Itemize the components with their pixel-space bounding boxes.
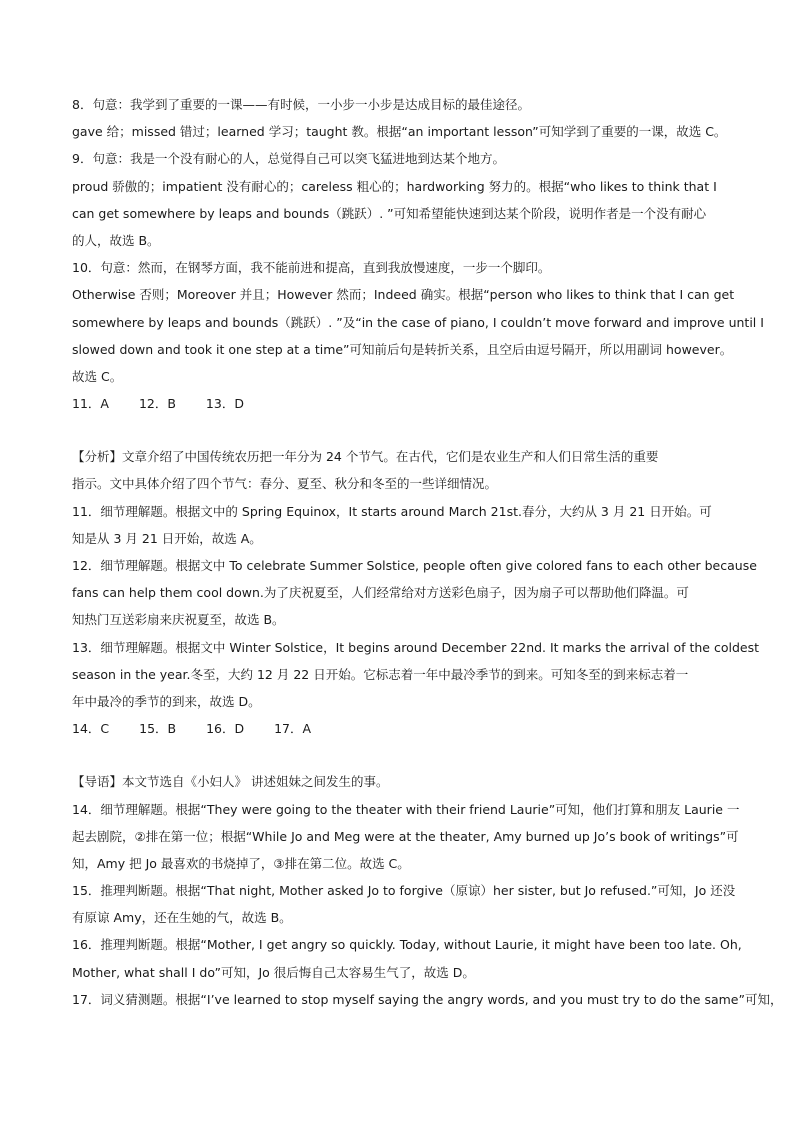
answer-item: 15．B (139, 721, 177, 737)
answer-item: 13．D (205, 396, 244, 412)
spacer (72, 417, 754, 443)
text-line: 9．句意：我是一个没有耐心的人，总觉得自己可以突飞猛进地到达某个地方。 (72, 151, 505, 167)
answer-key-11-13 (72, 390, 754, 417)
explanation-block-14-17 (72, 768, 783, 1013)
answer-key-14-17 (72, 715, 754, 742)
text-line: Otherwise 否则；Moreover 并且；However 然而；Indeed 确实。根据“person who likes to think that I can get (72, 287, 735, 303)
text-line: gave 给；missed 错过；learned 学习；taught 教。根据“an important lesson”可知学到了重要的一课，故选 C。 (72, 124, 727, 140)
text-line: proud 骄傲的；impatient 没有耐心的；careless 粗心的；hardworking 努力的。根据“who likes to think that I (72, 178, 717, 194)
text-line: 13．细节理解题。根据文中 Winter Solstice，It begins around December 22nd. It marks the arrival of the coldest (72, 639, 759, 655)
text-line: 知是从 3 月 21 日开始，故选 A。 (72, 530, 262, 546)
text-line: slowed down and took it one step at a time”可知前后句是转折关系，且空后由逗号隔开，所以用副词 however。 (72, 341, 733, 357)
text-line: Mother, what shall I do”可知，Jo 很后悔自己太容易生气了，故选 D。 (72, 964, 475, 980)
text-line: 10．句意：然而，在钢琴方面，我不能前进和提高，直到我放慢速度，一步一个脚印。 (72, 260, 551, 276)
text-line: 指示。文中具体介绍了四个节气：春分、夏至、秋分和冬至的一些详细情况。 (72, 476, 498, 492)
text-line: 14．细节理解题。根据“They were going to the theater with their friend Laurie”可知，他们打算和朋友 Laurie 一 (72, 801, 740, 817)
text-line: 知热门互送彩扇来庆祝夏至，故选 B。 (72, 612, 285, 628)
text-line: season in the year.冬至，大约 12 月 22 日开始。它标志着一年中最冷季节的到来。可知冬至的到来标志着一 (72, 666, 689, 682)
text-line: 有原谅 Amy，还在生她的气，故选 B。 (72, 910, 292, 926)
explanation-block-11-13 (72, 443, 759, 715)
answer-item: 12．B (138, 396, 176, 412)
text-line: 16．推理判断题。根据“Mother, I get angry so quickly. Today, without Laurie, it might have been too late. Oh, (72, 937, 742, 953)
text-line: 年中最冷的季节的到来，故选 D。 (72, 693, 261, 709)
text-line: fans can help them cool down.为了庆祝夏至，人们经常给对方送彩色扇子，因为扇子可以帮助他们降温。可 (72, 585, 689, 601)
text-line: 【分析】文章介绍了中国传统农历把一年分为 24 个节气。在古代，它们是农业生产和人们日常生活的重要 (72, 449, 659, 465)
text-line: 15．推理判断题。根据“That night, Mother asked Jo to forgive（原谅）her sister, but Jo refused.”可知，Jo 还没 (72, 883, 736, 899)
answer-item: 14．C (72, 721, 110, 737)
text-line: 起去剧院，②排在第一位；根据“While Jo and Meg were at the theater, Amy burned up Jo’s book of writings”可 (72, 828, 739, 844)
text-line: 17．词义猜测题。根据“I’ve learned to stop myself saying the angry words, and you must try to do the same”可知， (72, 991, 783, 1007)
text-line: somewhere by leaps and bounds（跳跃）. ”及“in the case of piano, I couldn’t move forward and improve until I (72, 314, 764, 330)
text-line: 知，Amy 把 Jo 最喜欢的书烧掉了，③排在第二位。故选 C。 (72, 855, 410, 871)
text-line: 【导语】本文节选自《小妇人》 讲述姐妹之间发生的事。 (72, 774, 389, 790)
explanation-block-8-10 (72, 91, 764, 390)
text-line: 11．细节理解题。根据文中的 Spring Equinox，It starts around March 21st.春分，大约从 3 月 21 日开始。可 (72, 503, 712, 519)
answer-item: 11．A (72, 396, 109, 412)
text-line: can get somewhere by leaps and bounds（跳跃）. ”可知希望能快速到达某个阶段，说明作者是一个没有耐心 (72, 205, 707, 221)
text-line: 故选 C。 (72, 368, 123, 384)
answer-item: 17．A (274, 721, 312, 737)
text-line: 8．句意：我学到了重要的一课——有时候，一小步一小步是达成目标的最佳途径。 (72, 97, 530, 112)
text-line: 12．细节理解题。根据文中 To celebrate Summer Solstice, people often give colored fans to each other because (72, 558, 757, 573)
answer-item: 16．D (206, 721, 245, 737)
spacer (72, 742, 754, 768)
text-line: 的人，故选 B。 (72, 232, 160, 248)
